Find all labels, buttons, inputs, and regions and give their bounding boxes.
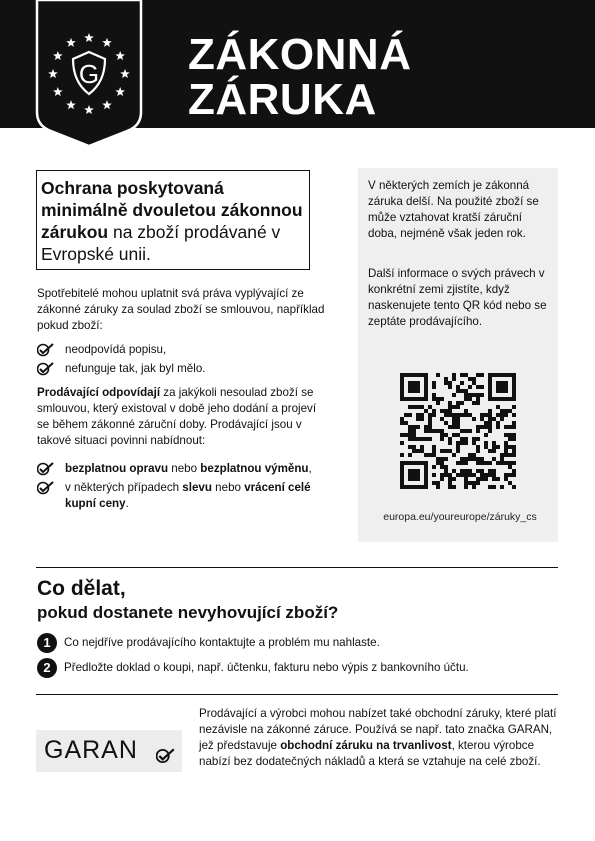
qr-code[interactable] (400, 373, 516, 489)
section-subheading: pokud dostanete nevyhovující zboží? (37, 603, 339, 622)
eu-stars-shield-icon (35, 0, 143, 148)
remedy-intro: v některých případech (65, 481, 183, 494)
page-title (188, 32, 411, 122)
conditions-list (37, 342, 327, 380)
seller-bold: Prodávající odpovídají (37, 386, 161, 399)
remedy-period: . (125, 497, 129, 510)
sidebar-para-1: V některých zemích je zákonná záruka delší. Na použité zboží se může vztahovat kratší záruční doba, nejméně však jeden rok. (368, 179, 539, 240)
remedy-discount: slevu (182, 481, 212, 494)
remedy-or: nebo (168, 462, 201, 475)
remedy-refund: vrácení celé kupní ceny (65, 481, 311, 510)
remedy-replacement: bezplatnou výměnu (200, 462, 309, 475)
remedy-comma: , (308, 462, 312, 475)
step-number: 1 (37, 633, 57, 653)
garan-text-1: Prodávající a výrobci mohou nabízet také obchodní záruky, které platí nezávisle na zákonné záruce. Používá se např. tato značka GARAN, jež představuje (199, 707, 557, 752)
step-text: Předložte doklad o koupi, např. účtenku, fakturu nebo výpis z bankovního účtu. (64, 661, 469, 674)
remedy-repair: bezplatnou opravu (65, 462, 169, 475)
remedy-or: nebo (211, 481, 245, 494)
divider (36, 694, 558, 695)
intro-regular: na zboží prodávané v Evropské unii. (41, 222, 281, 264)
sidebar-para-2: Další informace o svých právech v konkrétní zemi zjistíte, když naskenujete tento QR kód nebo se zeptáte prodávajícího. (368, 267, 547, 328)
check-icon (37, 481, 55, 495)
intro-box (36, 170, 310, 270)
intro-bold: Ochrana poskytovaná minimálně dvouletou zákonnou zárukou (41, 178, 303, 242)
condition-1: neodpovídá popisu, (65, 343, 167, 356)
check-icon (37, 362, 55, 376)
divider (36, 567, 558, 568)
list-item (37, 480, 327, 512)
list-item (37, 361, 327, 377)
title-line-1: ZÁKONNÁ (188, 30, 412, 79)
garan-description (199, 706, 559, 770)
remedies-list (37, 461, 327, 515)
section-heading: Co dělat, (37, 577, 126, 600)
check-icon (37, 343, 55, 357)
garan-check-icon (156, 748, 176, 764)
seller-text (37, 385, 327, 449)
garan-text-bold: obchodní záruku na trvanlivost (280, 739, 452, 752)
garan-logo (36, 730, 182, 772)
title-line-2: ZÁRUKA (188, 75, 377, 124)
garan-logo-text: GARAN (44, 736, 138, 764)
consumer-text: Spotřebitelé mohou uplatnit svá práva vyplývající ze zákonné záruky za soulad zboží se smlouvou, například pokud zboží: (37, 287, 325, 332)
list-item (37, 461, 327, 477)
step-text: Co nejdříve prodávajícího kontaktujte a problém mu nahlaste. (64, 636, 380, 649)
list-item (37, 342, 327, 358)
logo-letter: G (78, 59, 100, 89)
garan-text-2: , kterou výrobce nabízí bez dodatečných nákladů a která se vztahuje na celé zboží. (199, 739, 541, 768)
info-url[interactable]: europa.eu/youreurope/záruky_cs (383, 511, 537, 523)
check-icon (37, 462, 55, 476)
step-number: 2 (37, 658, 57, 678)
info-sidebar (358, 168, 558, 542)
condition-2: nefunguje tak, jak byl mělo. (65, 362, 206, 375)
seller-rest: za jakýkoli nesoulad zboží se smlouvou, který existoval v době jeho dodání a projeví se během zákonné záruční doby. Prodávající jsou v takové situaci povinni nabídnout: (37, 386, 317, 447)
